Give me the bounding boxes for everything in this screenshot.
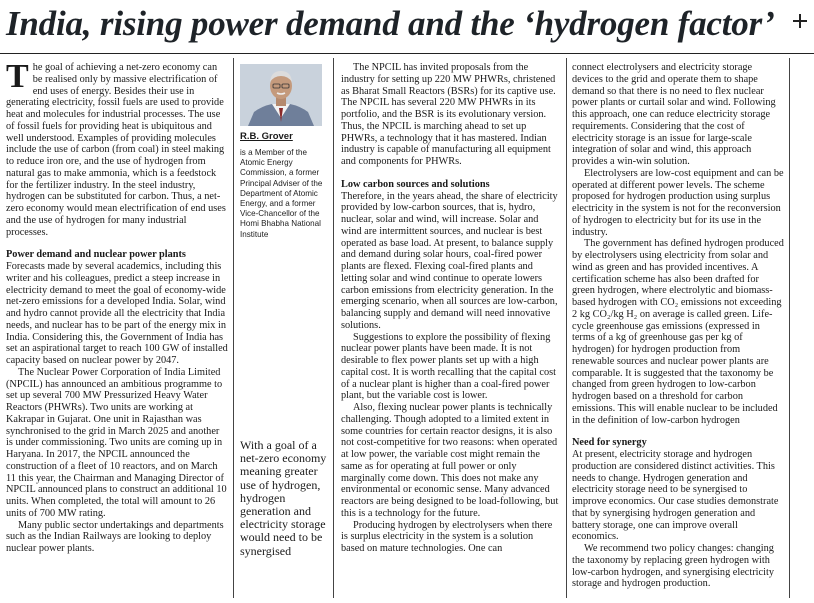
plus-icon[interactable] bbox=[793, 14, 807, 28]
section-heading-power-demand: Power demand and nuclear power plants bbox=[6, 249, 186, 261]
top-rule bbox=[0, 53, 814, 54]
column-divider bbox=[566, 58, 567, 598]
pull-quote: With a goal of a net-zero economy meaning greater use of hydrogen, hydrogen generation and electricity storage would need to be synergised bbox=[240, 438, 327, 558]
author-bio: is a Member of the Atomic Energy Commission, a former Principal Adviser of the Department of Atomic Energy, and a former Vice-Chancellor of the Homi Bhabha National Institute bbox=[240, 148, 323, 239]
drop-cap: T bbox=[6, 62, 29, 95]
paragraph: The Nuclear Power Corporation of India Limited (NPCIL) has announced an ambitious programme to set up several 700 MW Pressurized Heavy Water Reactors (PHWRs). Two units are working at Kakrapar in Gujarat. One unit in Rajasthan was synchronised to the grid in March 2025 and another is under commissioning. Two units are coming up in Haryana. In 2017, the NPCIL announced the construction of a fleet of 10 reactors, and on March 11 this year, the Chairman and Managing Director of NPCIL announced plans to construct an additional 10 units. When completed, the total will amount to 26 units of 700 MW rating. bbox=[6, 366, 227, 519]
headline: India, rising power demand and the ‘hydrogen factor’ bbox=[6, 4, 775, 43]
section-heading-low-carbon: Low carbon sources and solutions bbox=[341, 178, 490, 190]
column-1 bbox=[6, 62, 228, 598]
paragraph: Many public sector undertakings and departments such as the Indian Railways are looking to deploy nuclear power plants. bbox=[6, 519, 224, 554]
paragraph: The NPCIL has invited proposals from the industry for setting up 220 MW PHWRs, christened as Bharat Small Reactors (BSRs) for its captive use. The NPCIL has several 220 MW PHWRs in its portfolio, and the BSR is its evolutionary version. Thus, the NPCIL is marching ahead to set up PHWRs, a technology that it has mastered. Indian industry is capable of manufacturing all equipment and components for PHWRs. bbox=[341, 62, 556, 167]
paragraph: connect electrolysers and electricity storage devices to the grid and operate them to shape demand so that there is no need to flex nuclear power plants or curtail solar and wind. Following this approach, one can reduce electricity storage requirements. Considering that the cost of electricity storage is an issue for large-scale integration of solar and wind, this approach provides a win-win solution. bbox=[572, 62, 776, 167]
paragraph: At present, electricity storage and hydrogen production are considered distinct activities. This needs to change. Hydrogen generation and electricity storage need to be synergised to improve economics. Our case studies demonstrate that by synergising hydrogen generation and battery storage, one can improve overall economics. bbox=[572, 449, 779, 543]
paragraph: The government has defined hydrogen produced by electrolysers using electricity from solar and wind as green and has provided incentives. A certification scheme has also been drafted for green hydrogen, where electrolytic and biomass-based hydrogen with CO₂ emissions not exceeding 2 kg CO₂/kg H₂ on average is called green. Life-cycle greenhouse gas emissions (expressed in terms of a kg of greenhouse gas per kg of hydrogen) for hydrogen production from renewable sources and nuclear power plants are comparable. It is suggested that the taxonomy be changed from green hydrogen to low-carbon hydrogen based on a threshold for carbon emissions. This will enable nuclear to be included in the definition of low-carbon hydrogen bbox=[572, 238, 784, 426]
column-4 bbox=[572, 62, 784, 598]
paragraph: Electrolysers are low-cost equipment and can be operated at different power levels. The scheme proposed for hydrogen production using surplus electricity in the system is not for the reconversion of hydrogen to electricity but for its use in the industry. bbox=[572, 167, 784, 238]
paragraph: Therefore, in the years ahead, the share of electricity provided by low-carbon sources, that is, hydro, nuclear, solar and wind, will increase. Solar and wind are intermittent sources, and nuclear is best operated as base load. At present, to balance supply and demand during solar hours, coal-fired power plants are flexed. Flexing coal-fired plants and letting solar and wind continue to operate lowers carbon emissions from electricity generation. In the emerging scenario, when all sources are low-carbon, balancing supply and demand will need innovative solutions. bbox=[341, 190, 558, 331]
section-heading-synergy: Need for synergy bbox=[572, 437, 647, 449]
paragraph: Also, flexing nuclear power plants is technically challenging. Though adopted to a limited extent in some countries for certain reactor designs, it is also not cost-competitive for two reasons: when operated at low power, the variable cost might remain the same as for operating at full power or only marginally come down. This does not make any environmental or economic sense. Many advanced reactors are being designed to be load-following, but this is a technology for the future. bbox=[341, 402, 559, 519]
paragraph: Producing hydrogen by electrolysers when there is surplus electricity in the system is a solution based on mature technologies. One can bbox=[341, 519, 553, 554]
paragraph: We recommend two policy changes: changing the taxonomy by replacing green hydrogen with low-carbon hydrogen, and synergising electricity storage and hydrogen production. bbox=[572, 543, 774, 590]
column-divider bbox=[789, 58, 790, 598]
column-3 bbox=[341, 62, 559, 598]
author-name: R.B. Grover bbox=[240, 131, 293, 142]
paragraph: Suggestions to explore the possibility of flexing nuclear power plants have been made. It is not desirable to flex power plants set up with a high capital cost. It is worth recalling that the capital cost of a nuclear plant is higher than a coal-fired power plant, but the variable cost is lower. bbox=[341, 331, 557, 402]
paragraph: Forecasts made by several academics, including this writer and his colleagues, predict a steep increase in electricity demand to meet the goal of economy-wide net-zero emissions for a developed India. Solar, wind and hydro cannot provide all the electricity that India needs, and nuclear has to be part of the energy mix in India. Considering this, the Government of India has set an aspirational target to reach 100 GW of installed capacity based on nuclear power by 2047. bbox=[6, 261, 228, 366]
column-divider bbox=[233, 58, 234, 598]
column-divider bbox=[333, 58, 334, 598]
author-photo bbox=[240, 64, 322, 126]
intro-paragraph: The goal of achieving a net-zero economy can be realised only by massive electrification of end uses of energy. Besides their use in generating electricity, fossil fuels are used to provide heat and molecules for industrial processes. The use of fossil fuels for providing heat is ubiquitous and well understood. Examples of providing molecules include the use of carbon (from coal) in steel making to reduce iron ore, and the use of hydrogen from natural gas to make ammonia, which is a feedstock for the fertilizer industry. In the steel industry, hydrogen can be substituted for carbon. Thus, a net-zero economy would mean electrification of end uses and the use of hydrogen for many industrial processes. bbox=[6, 62, 226, 238]
